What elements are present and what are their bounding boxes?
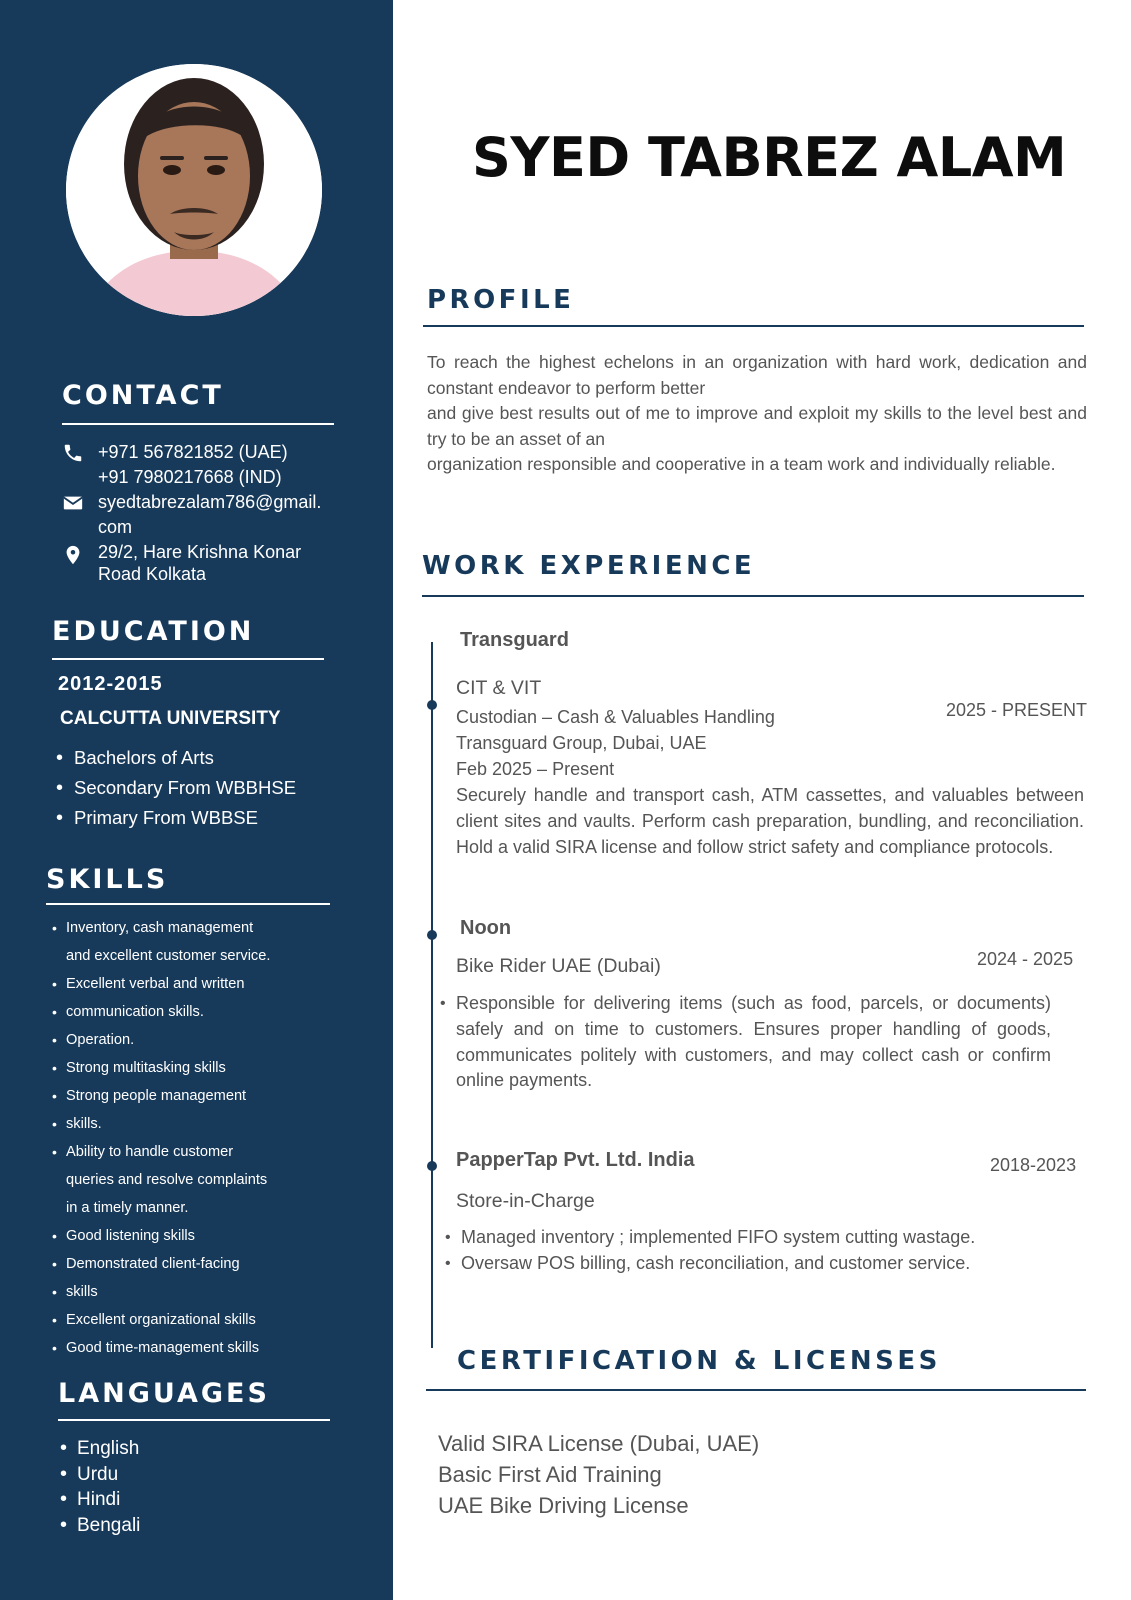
skill-line: queries and resolve complaints [66, 1172, 268, 1188]
address-line-2: Road Kolkata [98, 564, 207, 584]
skill-line: • skills. [50, 1110, 350, 1138]
contact-divider [62, 423, 334, 425]
job-bullet: • Responsible for delivering items (such as food, parcels, or documents) safely and on time to customers. Ensures proper handling of goods, communicates politely with customers, and may collect cash or confirm online payments. [456, 991, 1051, 1094]
certifications-heading: CERTIFICATION & LICENSES [457, 1346, 941, 1376]
education-item: • Secondary From WBBHSE [56, 773, 296, 803]
skills-divider [46, 903, 330, 905]
timeline-dot [427, 700, 437, 710]
job-dates: 2018-2023 [990, 1155, 1077, 1175]
job-bullet: • Oversaw POS billing, cash reconciliation, and customer service. [461, 1251, 1081, 1277]
skill-line: • Strong people management [50, 1082, 350, 1110]
work-divider [422, 595, 1084, 597]
timeline-dot [427, 930, 437, 940]
skill-line: • Operation. [50, 1026, 350, 1054]
email-line-2: com [98, 517, 133, 537]
work-heading: WORK EXPERIENCE [422, 551, 756, 581]
job-dates: 2024 - 2025 [977, 949, 1074, 969]
phone-icon [62, 442, 86, 466]
timeline-line [431, 642, 433, 1348]
skill-line: • Ability to handle customer [50, 1138, 350, 1166]
skill-line: • skills [50, 1278, 350, 1306]
job-bullets [461, 1225, 1081, 1277]
language-item: • Urdu [60, 1462, 140, 1488]
education-divider [52, 658, 324, 660]
profile-text [427, 350, 1087, 478]
language-item: • Bengali [60, 1513, 140, 1539]
email-line-1: syedtabrezalam786@gmail. [98, 492, 322, 512]
job-role: CIT & VIT [456, 677, 542, 699]
skill-line: • Inventory, cash management [50, 914, 350, 942]
contact-address [62, 541, 301, 585]
skills-list [50, 914, 350, 1362]
languages-divider [58, 1419, 330, 1421]
certification-item: Valid SIRA License (Dubai, UAE) [438, 1431, 760, 1456]
job-company: PapperTap Pvt. Ltd. India [456, 1149, 695, 1171]
contact-phone [62, 440, 288, 490]
candidate-name: SYED TABREZ ALAM [472, 126, 1067, 189]
certification-item: UAE Bike Driving License [438, 1493, 689, 1518]
job-role: Store-in-Charge [456, 1190, 595, 1212]
skill-line: and excellent customer service. [66, 948, 271, 964]
timeline-dot [427, 1161, 437, 1171]
education-heading: EDUCATION [52, 616, 255, 647]
skill-line: • Excellent verbal and written [50, 970, 350, 998]
phone-uae: +971 567821852 (UAE) [98, 442, 288, 462]
education-list [56, 743, 296, 833]
profile-paragraph: and give best results out of me to improve and exploit my skills to the level best and try to be an asset of an [427, 403, 1087, 449]
education-item: • Primary From WBBSE [56, 803, 296, 833]
job-detail: Custodian – Cash & Valuables Handling [456, 707, 775, 727]
sidebar [0, 0, 393, 1600]
skill-line: in a timely manner. [66, 1200, 189, 1216]
address-line-1: 29/2, Hare Krishna Konar [98, 542, 302, 562]
envelope-icon [62, 492, 86, 516]
language-item: • English [60, 1436, 140, 1462]
education-item: • Bachelors of Arts [56, 743, 296, 773]
phone-ind: +91 7980217668 (IND) [98, 467, 282, 487]
skill-line: • Strong multitasking skills [50, 1054, 350, 1082]
job-bullets [456, 991, 1051, 1094]
profile-heading: PROFILE [427, 285, 575, 315]
skill-line: • Demonstrated client-facing [50, 1250, 350, 1278]
job-company: Noon [460, 917, 512, 939]
education-years: 2012-2015 [58, 673, 163, 695]
job-detail: Transguard Group, Dubai, UAE [456, 733, 707, 753]
skills-heading: SKILLS [46, 864, 169, 895]
skill-line: • Good listening skills [50, 1222, 350, 1250]
profile-divider [423, 325, 1084, 327]
skill-line: • communication skills. [50, 998, 350, 1026]
job-company: Transguard [460, 629, 569, 651]
language-item: • Hindi [60, 1487, 140, 1513]
profile-paragraph: To reach the highest echelons in an organization with hard work, dedication and constant endeavor to perform better [427, 352, 1087, 398]
certifications-divider [426, 1389, 1086, 1391]
languages-heading: LANGUAGES [58, 1378, 270, 1409]
profile-paragraph: organization responsible and cooperative in a team work and individually reliable. [427, 454, 1056, 475]
skill-line: • Good time-management skills [50, 1334, 350, 1362]
job-dates: 2025 - PRESENT [946, 700, 1088, 720]
location-pin-icon [62, 543, 86, 567]
job-role: Bike Rider UAE (Dubai) [456, 955, 661, 977]
profile-photo [66, 64, 322, 316]
skill-line: • Excellent organizational skills [50, 1306, 350, 1334]
job-description: Securely handle and transport cash, ATM cassettes, and valuables between client sites and vaults. Perform cash preparation, bundling, and reconciliation. Hold a valid SIRA license and follow strict safety and compliance protocols. [456, 785, 1084, 857]
certification-item: Basic First Aid Training [438, 1462, 662, 1487]
contact-heading: CONTACT [62, 380, 224, 411]
education-school: CALCUTTA UNIVERSITY [60, 708, 281, 729]
contact-email [62, 490, 321, 540]
certifications-list [438, 1428, 759, 1521]
job-detail: Feb 2025 – Present [456, 759, 615, 779]
languages-list [60, 1436, 140, 1538]
job-bullet: • Managed inventory ; implemented FIFO system cutting wastage. [461, 1225, 1081, 1251]
